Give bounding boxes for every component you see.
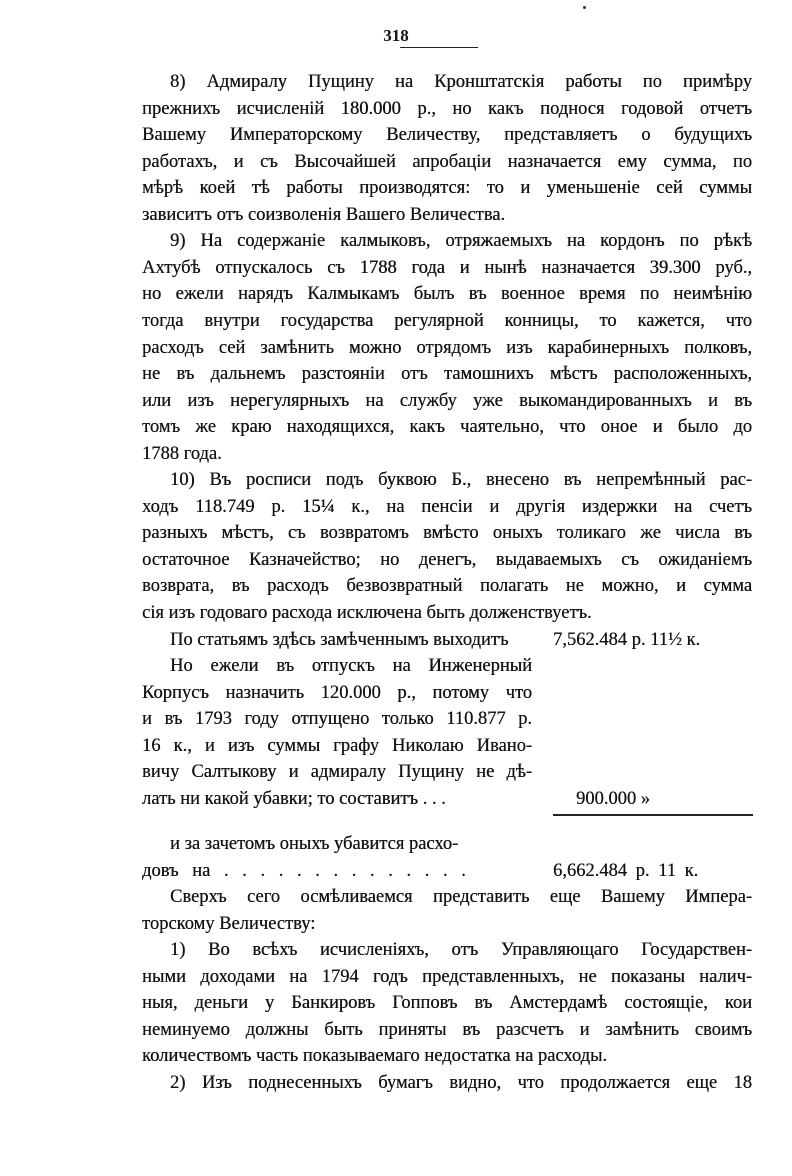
item-10-line: 10) Въ росписи подъ буквою Б., внесено въ непремѣнный рас- [170, 470, 752, 491]
engineer-corps-line: вичу Салтыкову и адмиралу Пущину не дѣ- [142, 762, 532, 783]
item-9-line: тогда внутри государства регулярной конницы, то кажется, что [142, 310, 752, 331]
engineer-corps-line: Но ежели въ отпускъ на Инженерный [170, 656, 532, 677]
point-1-line: количествомъ часть показываемаго недостатка на расходы. [142, 1046, 608, 1067]
item-10-line: возврата, въ расходъ безвозвратный полагать не можно, и сумма [142, 576, 752, 597]
item-8-line: 8) Адмиралу Пущину на Кронштатскія работы по примѣру [170, 72, 752, 92]
subtotal-label: По статьямъ здѣсь замѣченнымъ выходитъ [170, 629, 509, 650]
item-8-line: прежнихъ исчисленій 180.000 р., но какъ поднося годовой отчетъ [142, 98, 752, 119]
item-10-line: ходъ 118.749 р. 15¼ к., на пенсіи и другія издержки на счетъ [142, 496, 752, 517]
item-8-line: работахъ, и съ Высочайшей апробаціи назначается ему сумма, по [142, 151, 752, 172]
item-9-line: не въ дальнемъ разстояніи отъ тамошнихъ мѣстъ расположенныхъ, [142, 364, 752, 385]
engineer-amount: 900.000 » [576, 788, 650, 809]
item-10-line: разныхъ мѣстъ, съ возвратомъ вмѣсто оныхъ толикаго же числа въ [142, 523, 752, 544]
scan-speck [583, 6, 586, 9]
item-8-line: Вашему Императорскому Величеству, представляетъ о будущихъ [142, 125, 752, 146]
page-number-rule [400, 47, 478, 48]
reduction-line: довъ на . . . . . . . . . . . . . . [142, 860, 466, 881]
item-8-line: зависитъ отъ соизволенія Вашего Величества. [142, 204, 506, 225]
item-8-line: мѣрѣ коей тѣ работы производятся: то и уменьшеніе сей суммы [142, 178, 752, 199]
item-10-line: сія изъ годоваго расхода исключена быть долженствуетъ. [142, 603, 592, 623]
reduction-line: и за зачетомъ оныхъ убавится расхо- [170, 834, 459, 854]
intro-line: Сверхъ сего осмѣливаемся представить еще Вашему Импера- [170, 887, 752, 908]
intro-line: торскому Величеству: [142, 913, 316, 934]
engineer-corps-line: лать ни какой убавки; то составитъ . . . [142, 788, 446, 809]
item-9-line: томъ же краю находящихся, какъ чаятельно, что оное и было до [142, 417, 752, 438]
item-9-line: расходъ сей замѣнить можно отрядомъ изъ карабинерныхъ полковъ, [142, 337, 752, 358]
item-9-line: Ахтубѣ отпускалось съ 1788 года и нынѣ назначается 39.300 руб., [142, 257, 752, 278]
item-10-line: остаточное Казначейство; но денегъ, выдаваемыхъ съ ожиданіемъ [142, 549, 752, 570]
reduction-amount: 6,662.484 р. 11 к. [553, 860, 699, 881]
point-1-line: ныя, деньги у Банкировъ Гопповъ въ Амстердамѣ состоящіе, кои [142, 993, 752, 1014]
sum-rule [553, 814, 753, 816]
point-2-line: 2) Изъ поднесенныхъ бумагъ видно, что продолжается еще 18 [170, 1072, 752, 1093]
item-9-line: или изъ нерегулярныхъ на службу уже выкомандированныхъ и въ [142, 390, 752, 411]
point-1-line: ными доходами на 1794 годъ представленныхъ, не показаны налич- [142, 966, 752, 987]
engineer-corps-line: Корпусъ назначить 120.000 р., потому что [142, 682, 532, 703]
page-number: 318 [383, 26, 409, 45]
point-1-line: 1) Во всѣхъ исчисленіяхъ, отъ Управляющаго Государствен- [170, 940, 752, 961]
item-9-line: но ежели нарядъ Калмыкамъ былъ въ военное время по неимѣнію [142, 284, 752, 305]
point-1-line: неминуемо должны быть приняты въ разсчетъ и замѣнить своимъ [142, 1019, 752, 1040]
item-9-line: 9) На содержаніе калмыковъ, отряжаемыхъ на кордонъ по рѣкѣ [170, 231, 752, 252]
engineer-corps-line: и въ 1793 году отпущено только 110.877 р. [142, 709, 532, 730]
subtotal-amount: 7,562.484 р. 11½ к. [553, 629, 701, 650]
item-9-line: 1788 года. [142, 443, 222, 464]
engineer-corps-line: 16 к., и изъ суммы графу Николаю Ивано- [142, 735, 532, 756]
